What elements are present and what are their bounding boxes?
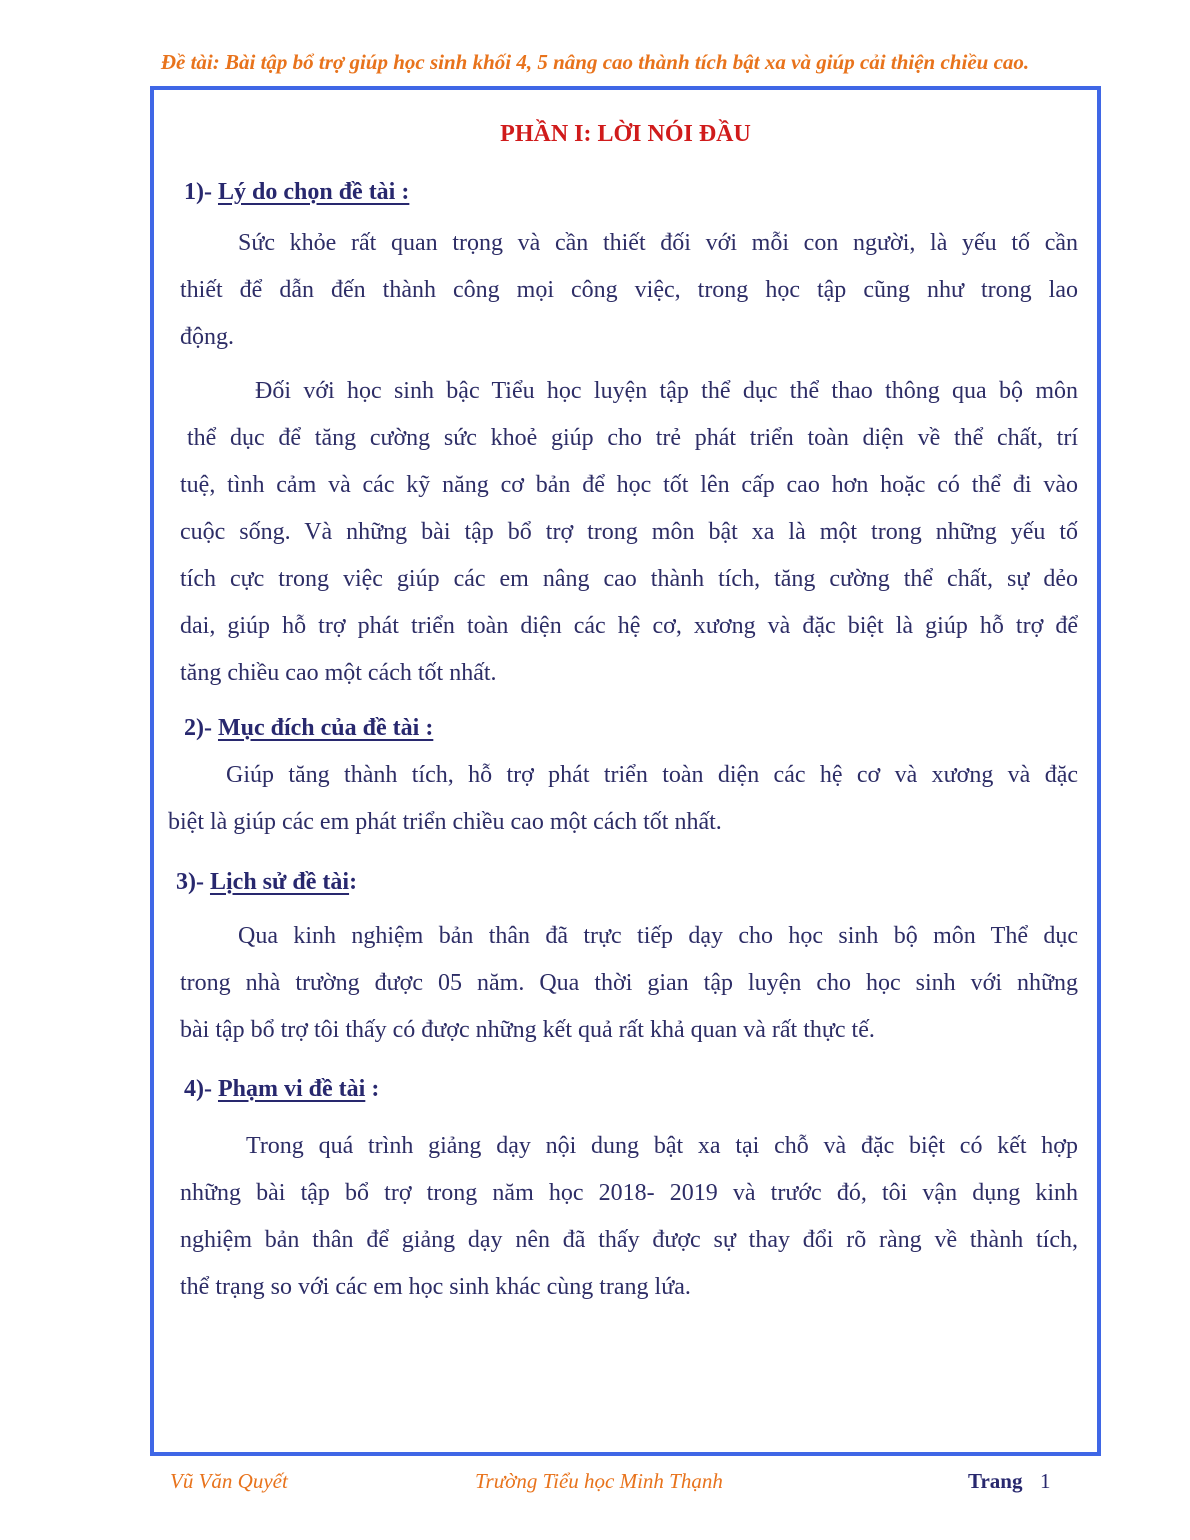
section-number: 3)- <box>176 869 210 895</box>
text-line: thể dục để tăng cường sức khoẻ giúp cho trẻ phát triển toàn diện về thể chất, trí <box>187 425 1078 451</box>
section-3-heading: 3)- Lịch sử đề tài: <box>176 869 358 895</box>
text-line: tuệ, tình cảm và các kỹ năng cơ bản để học tốt lên cấp cao hơn hoặc có thể đi vào <box>180 472 1078 498</box>
text-line: tích cực trong việc giúp các em nâng cao thành tích, tăng cường thể chất, sự dẻo <box>180 566 1078 592</box>
text-line: thiết để dẫn đến thành công mọi công việc, trong học tập cũng như trong lao <box>180 277 1078 303</box>
text-line: Giúp tăng thành tích, hỗ trợ phát triển toàn diện các hệ cơ và xương và đặc <box>226 762 1078 788</box>
text-line: Sức khỏe rất quan trọng và cần thiết đối với mỗi con người, là yếu tố cần <box>238 230 1078 256</box>
section-number: 4)- <box>184 1076 218 1102</box>
section-number: 2)- <box>184 715 218 741</box>
section-title: Lịch sử đề tài <box>209 869 350 895</box>
document-header-title: Đề tài: Bài tập bổ trợ giúp học sinh khối 4, 5 nâng cao thành tích bật xa và giúp cải thiện chiều cao. <box>160 50 1030 74</box>
text-line: biệt là giúp các em phát triển chiều cao một cách tốt nhất. <box>168 809 722 835</box>
section-title: Mục đích của đề tài : <box>217 715 434 741</box>
text-line: tăng chiều cao một cách tốt nhất. <box>180 660 497 686</box>
text-line: những bài tập bổ trợ trong năm học 2018- 2019 và trước đó, tôi vận dụng kinh <box>180 1180 1078 1206</box>
footer-page-label: Trang <box>968 1469 1023 1493</box>
text-line: cuộc sống. Và những bài tập bổ trợ trong môn bật xa là một trong những yếu tố <box>180 519 1078 545</box>
text-line: trong nhà trường được 05 năm. Qua thời gian tập luyện cho học sinh với những <box>180 970 1078 996</box>
section-title: Lý do chọn đề tài : <box>217 179 410 205</box>
section-3-paragraph <box>180 913 1078 1054</box>
section-2-heading <box>184 715 433 742</box>
section-1-paragraph-2 <box>180 368 1078 697</box>
text-line: Qua kinh nghiệm bản thân đã trực tiếp dạy cho học sinh bộ môn Thể dục <box>238 923 1078 949</box>
section-2-paragraph <box>168 752 1078 846</box>
text-line: động. <box>180 324 234 350</box>
section-4-paragraph <box>180 1123 1078 1311</box>
section-1-heading <box>184 179 409 206</box>
text-line: dai, giúp hỗ trợ phát triển toàn diện các hệ cơ, xương và đặc biệt là giúp hỗ trợ để <box>180 613 1078 639</box>
section-4-heading: 4)- Phạm vi đề tài : <box>184 1076 380 1102</box>
part-title: PHẦN I: LỜI NÓI ĐẦU <box>500 121 751 147</box>
section-title: Phạm vi đề tài <box>217 1076 366 1102</box>
footer-author: Vũ Văn Quyết <box>170 1469 288 1493</box>
text-line: Trong quá trình giảng dạy nội dung bật xa tại chỗ và đặc biệt có kết hợp <box>246 1133 1078 1159</box>
text-line: bài tập bổ trợ tôi thấy có được những kết quả rất khả quan và rất thực tế. <box>180 1017 875 1043</box>
section-1-paragraph-1 <box>180 220 1078 361</box>
text-line: Đối với học sinh bậc Tiểu học luyện tập thể dục thể thao thông qua bộ môn <box>255 378 1078 404</box>
footer-page-number: 1 <box>1040 1469 1051 1493</box>
section-number: 1)- <box>184 179 218 205</box>
footer-school: Trường Tiểu học Minh Thạnh <box>475 1469 723 1493</box>
text-line: thể trạng so với các em học sinh khác cùng trang lứa. <box>180 1274 691 1300</box>
text-line: nghiệm bản thân để giảng dạy nên đã thấy được sự thay đổi rõ ràng về thành tích, <box>180 1227 1078 1253</box>
